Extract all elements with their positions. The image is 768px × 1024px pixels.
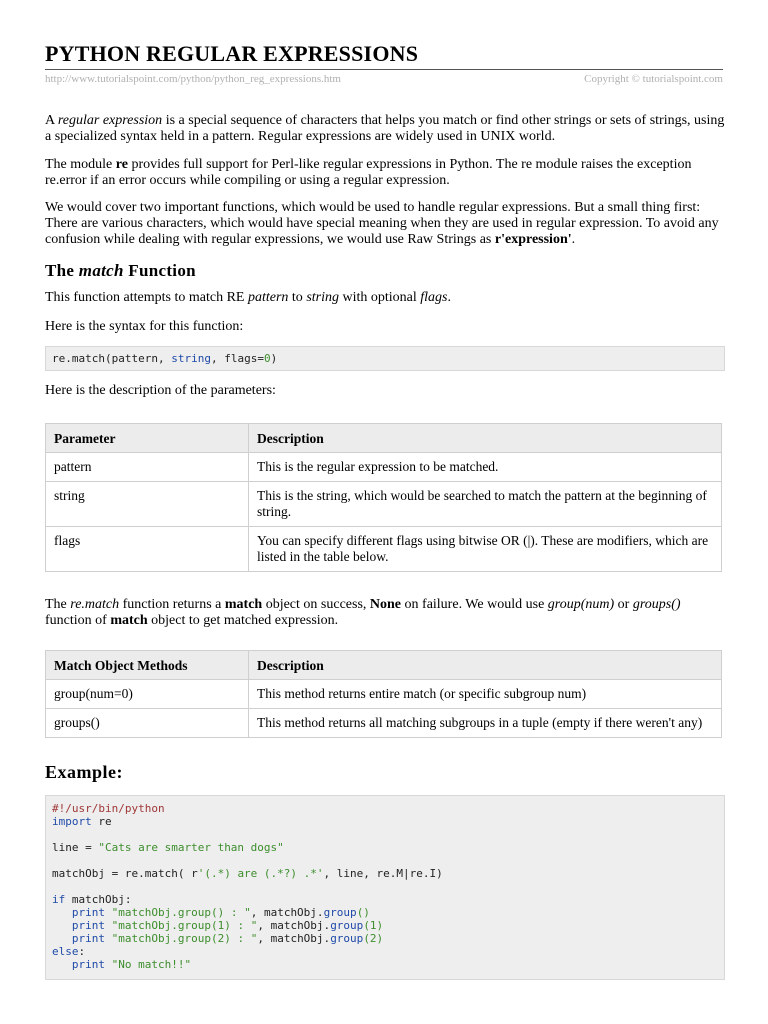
table-row [46,453,722,482]
intro-paragraph-2: The module re provides full support for Perl-like regular expressions in Python. The re module raises the exception re.error if an error occurs while compiling or using a regular expression. [45,157,692,188]
table-cell: You can specify different flags using bitwise OR (|). These are modifiers, which are listed in the table below. [249,527,722,572]
table-cell: flags [46,527,249,572]
intro-paragraph-3: We would cover two important functions, which would be used to handle regular expressions. But a small thing first: There are various characters, which would have special meaning when they are used in regular expression. To avoid any confusion while dealing with regular expressions, we would use Raw Strings as r'expression'. [45,200,719,247]
column-header: Parameter [46,424,249,453]
syntax-intro: Here is the syntax for this function: [45,319,244,334]
main-content [45,113,725,980]
source-url[interactable]: http://www.tutorialspoint.com/python/python_reg_expressions.htm [45,73,341,85]
table-header-row [46,424,722,453]
table-header-row [46,651,722,680]
table-row [46,709,722,738]
column-header: Description [249,651,722,680]
page-title: PYTHON REGULAR EXPRESSIONS [45,41,419,66]
table-cell: group(num=0) [46,680,249,709]
column-header: Match Object Methods [46,651,249,680]
returns-paragraph: The re.match function returns a match object on success, None on failure. We would use group(num) or groups() function of match object to get matched expression. [45,597,681,628]
intro-paragraph-1: A regular expression is a special sequence of characters that helps you match or find other strings or sets of strings, using a specialized syntax held in a pattern. Regular expressions are widely used in UNIX world. [45,113,725,144]
table-row [46,680,722,709]
table-cell: This is the regular expression to be matched. [249,453,722,482]
parameters-table [45,423,722,572]
syntax-code-block: re.match(pattern, string, flags=0) [45,346,725,371]
match-object-methods-table [45,650,722,738]
header-rule [45,69,723,70]
table-cell: This method returns entire match (or specific subgroup num) [249,680,722,709]
match-description: This function attempts to match RE pattern to string with optional flags. [45,290,452,305]
table-cell: pattern [46,453,249,482]
params-intro: Here is the description of the parameters: [45,383,276,398]
match-function-heading: The match Function [45,261,196,280]
table-cell: This is the string, which would be searched to match the pattern at the beginning of string. [249,482,722,527]
copyright-notice: Copyright © tutorialspoint.com [584,73,723,85]
table-row [46,527,722,572]
example-code-block: #!/usr/bin/python import re line = "Cats are smarter than dogs" matchObj = re.match( r'(.*) are (.*?) .*', line, re.M|re.I) if matchObj: print "matchObj.group() : ", matchObj.group() print "matchObj.group(1) : ", matchObj.group(1) print "matchObj.group(2) : ", matchObj.group(2) else: print "No match!!" [45,795,725,980]
column-header: Description [249,424,722,453]
table-cell: string [46,482,249,527]
table-cell: groups() [46,709,249,738]
table-row [46,482,722,527]
example-heading: Example: [45,762,123,782]
table-cell: This method returns all matching subgroups in a tuple (empty if there weren't any) [249,709,722,738]
